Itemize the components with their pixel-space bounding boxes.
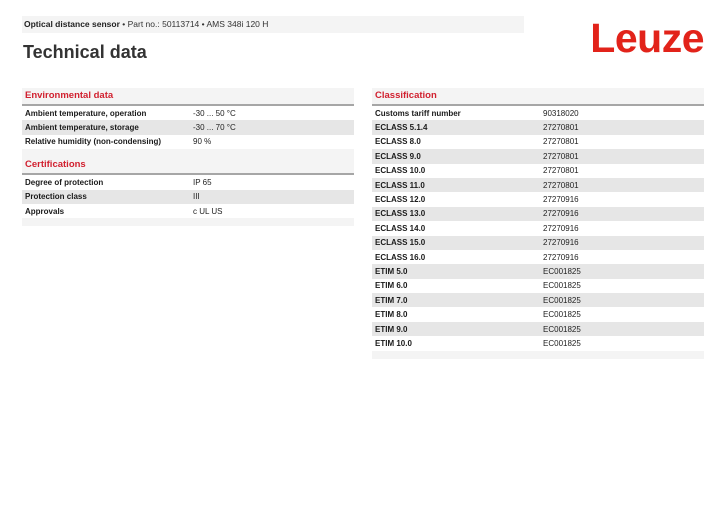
table-row [372, 236, 704, 250]
table-row [372, 135, 704, 149]
row-value: 27270801 [543, 151, 579, 161]
table-row [372, 279, 704, 293]
row-value: 90 % [193, 137, 212, 147]
row-label: Relative humidity (non-condensing) [25, 137, 162, 147]
row-label: Ambient temperature, operation [25, 108, 147, 118]
certifications-table [22, 175, 354, 218]
row-value: EC001825 [543, 266, 581, 276]
page-title: Technical data [23, 42, 147, 62]
row-value: IP 65 [193, 177, 212, 187]
table-row [372, 149, 704, 163]
brand-logo: Leuze [590, 15, 704, 61]
row-value: III [193, 192, 200, 202]
table-row [372, 322, 704, 336]
row-value: 27270916 [543, 209, 579, 219]
section-spacer [22, 218, 354, 226]
row-value: 27270801 [543, 180, 579, 190]
table-row [372, 221, 704, 235]
table-row [372, 307, 704, 321]
product-name: Optical distance sensor [24, 19, 120, 29]
row-label: ETIM 8.0 [375, 310, 408, 320]
table-row [22, 135, 354, 149]
row-label: ECLASS 10.0 [375, 166, 426, 176]
table-row [372, 178, 704, 192]
row-label: ECLASS 14.0 [375, 223, 426, 233]
row-label: ECLASS 5.1.4 [375, 123, 428, 133]
row-value: c UL US [193, 206, 223, 216]
row-label: ECLASS 12.0 [375, 195, 426, 205]
row-value: EC001825 [543, 295, 581, 305]
table-row [372, 106, 704, 120]
section-spacer [22, 149, 354, 157]
row-value: 27270801 [543, 166, 579, 176]
table-row [22, 106, 354, 120]
row-value: EC001825 [543, 281, 581, 291]
row-value: 27270916 [543, 238, 579, 248]
row-label: Protection class [25, 192, 87, 202]
classification-table [372, 106, 704, 351]
table-row [372, 293, 704, 307]
row-label: ETIM 6.0 [375, 281, 408, 291]
row-value: 27270801 [543, 137, 579, 147]
table-row [22, 204, 354, 218]
row-value: 90318020 [543, 108, 579, 118]
right-column [372, 88, 704, 359]
table-row [372, 164, 704, 178]
table-row [22, 175, 354, 189]
row-value: 27270916 [543, 195, 579, 205]
section-title-environmental: Environmental data [22, 88, 354, 106]
row-label: Customs tariff number [375, 108, 461, 118]
row-label: ECLASS 16.0 [375, 252, 426, 262]
row-value: 27270916 [543, 223, 579, 233]
row-label: Degree of protection [25, 177, 104, 187]
table-row [372, 120, 704, 134]
section-spacer [372, 351, 704, 359]
table-row [22, 120, 354, 134]
row-label: ECLASS 8.0 [375, 137, 421, 147]
row-label: ECLASS 9.0 [375, 151, 421, 161]
section-title-classification: Classification [372, 88, 704, 106]
row-label: ETIM 9.0 [375, 324, 408, 334]
row-label: ETIM 7.0 [375, 295, 408, 305]
part-info: • Part no.: 50113714 • AMS 348i 120 H [119, 19, 269, 29]
row-label: ECLASS 11.0 [375, 180, 425, 190]
row-value: 27270801 [543, 123, 579, 133]
row-value: EC001825 [543, 310, 581, 320]
row-label: ETIM 10.0 [375, 338, 412, 348]
row-value: -30 ... 50 °C [193, 108, 236, 118]
row-label: ETIM 5.0 [375, 266, 408, 276]
row-label: ECLASS 15.0 [375, 238, 426, 248]
row-value: 27270916 [543, 252, 579, 262]
row-label: ECLASS 13.0 [375, 209, 426, 219]
table-row [372, 336, 704, 350]
table-row [372, 250, 704, 264]
table-row [372, 264, 704, 278]
section-title-certifications: Certifications [22, 157, 354, 175]
table-row [372, 207, 704, 221]
row-label: Ambient temperature, storage [25, 123, 139, 133]
row-value: EC001825 [543, 324, 581, 334]
row-label: Approvals [25, 206, 65, 216]
row-value: EC001825 [543, 338, 581, 348]
document-header [24, 19, 268, 29]
table-row [372, 192, 704, 206]
row-value: -30 ... 70 °C [193, 123, 236, 133]
environmental-table [22, 106, 354, 149]
left-column [22, 88, 354, 226]
table-row [22, 190, 354, 204]
